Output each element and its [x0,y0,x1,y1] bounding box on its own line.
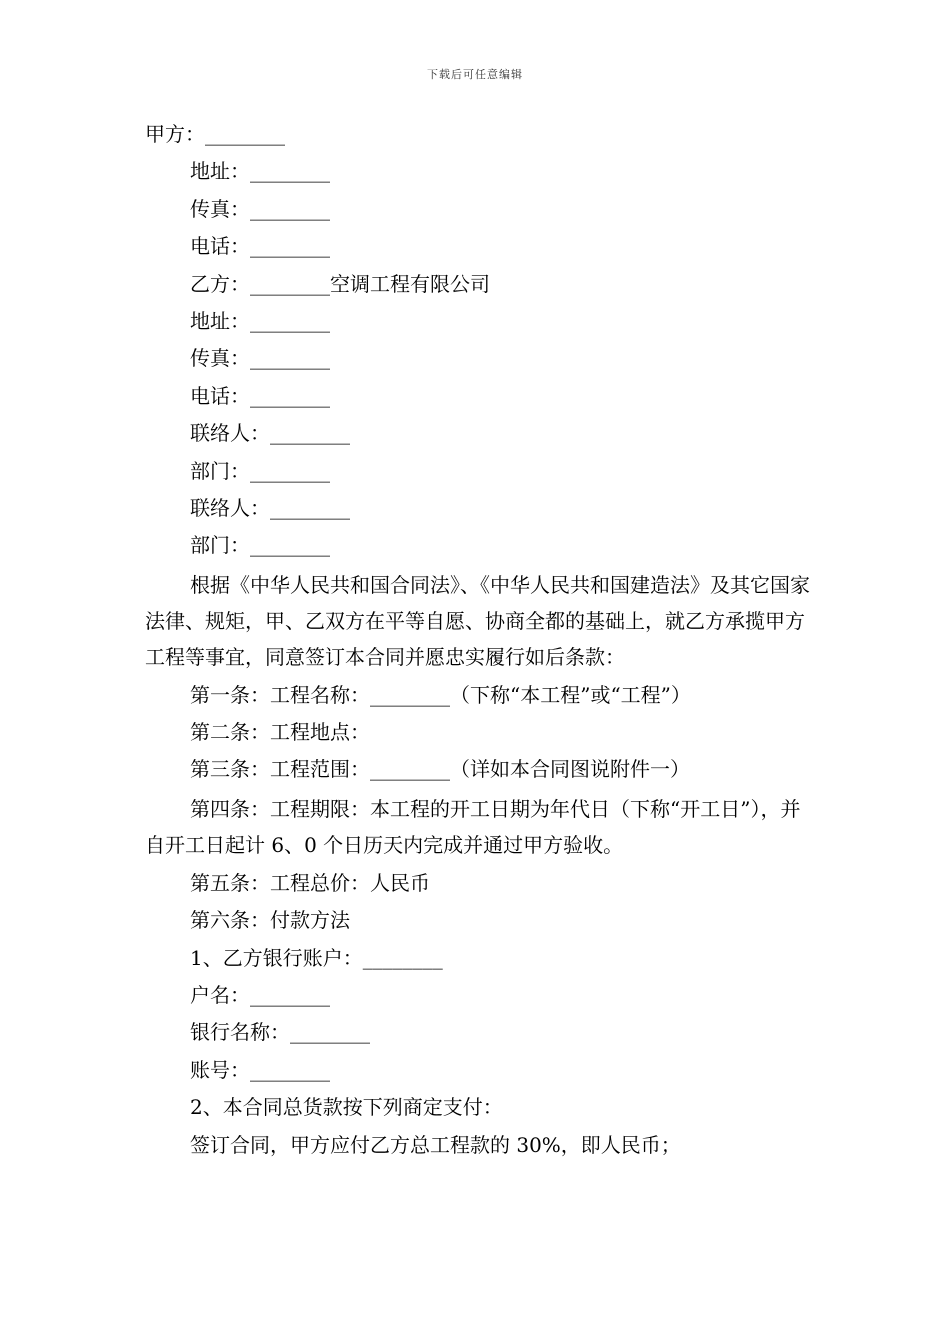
article-4: 第四条：工程期限：本工程的开工日期为年代日（下称“开工日”），并自开工日起计 6、0 个日历天内完成并通过甲方验收。 [145,796,801,857]
account-name: 户名：________ [190,983,330,1008]
party-b-phone: 电话：________ [190,383,330,408]
bank-account: 1、乙方银行账户：________ [190,945,443,970]
party-a-address: 地址：________ [190,159,330,184]
party-a-line: 甲方：________ [145,122,285,146]
document-body [145,116,810,1164]
article-5: 第五条：工程总价：人民币 [190,870,430,895]
department-1: 部门：________ [190,458,330,483]
bank-name: 银行名称：________ [190,1020,370,1045]
article-6: 第六条：付款方法 [190,908,350,933]
payment-terms: 2、本合同总货款按下列商定支付： [190,1095,503,1120]
department-2: 部门：________ [190,533,330,558]
party-b-fax: 传真：________ [190,346,330,371]
party-b-address: 地址：________ [190,308,330,333]
contact-person-2: 联络人：________ [190,495,350,520]
intro-paragraph: 根据《中华人民共和国合同法》、《中华人民共和国建造法》及其它国家法律、规矩，甲、乙双方在平等自愿、协商全都的基础上，就乙方承揽甲方工程等事宜，同意签订本合同并愿忠实履行如后条款： [145,572,810,669]
payment-first-installment: 签订合同，甲方应付乙方总工程款的 30%，即人民币； [190,1132,681,1157]
article-2: 第二条：工程地点： [190,720,370,745]
page-header: 下载后可任意编辑 [427,68,523,81]
party-a-fax: 传真：________ [190,196,330,221]
contact-person-1: 联络人：________ [190,421,350,446]
article-1: 第一条：工程名称：________（下称“本工程”或“工程”） [190,682,691,707]
article-3: 第三条：工程范围：________（详如本合同图说附件一） [190,757,690,782]
account-number: 账号：________ [190,1057,330,1082]
party-a-phone: 电话：________ [190,234,330,259]
party-b-line: 乙方：________空调工程有限公司 [190,271,490,296]
